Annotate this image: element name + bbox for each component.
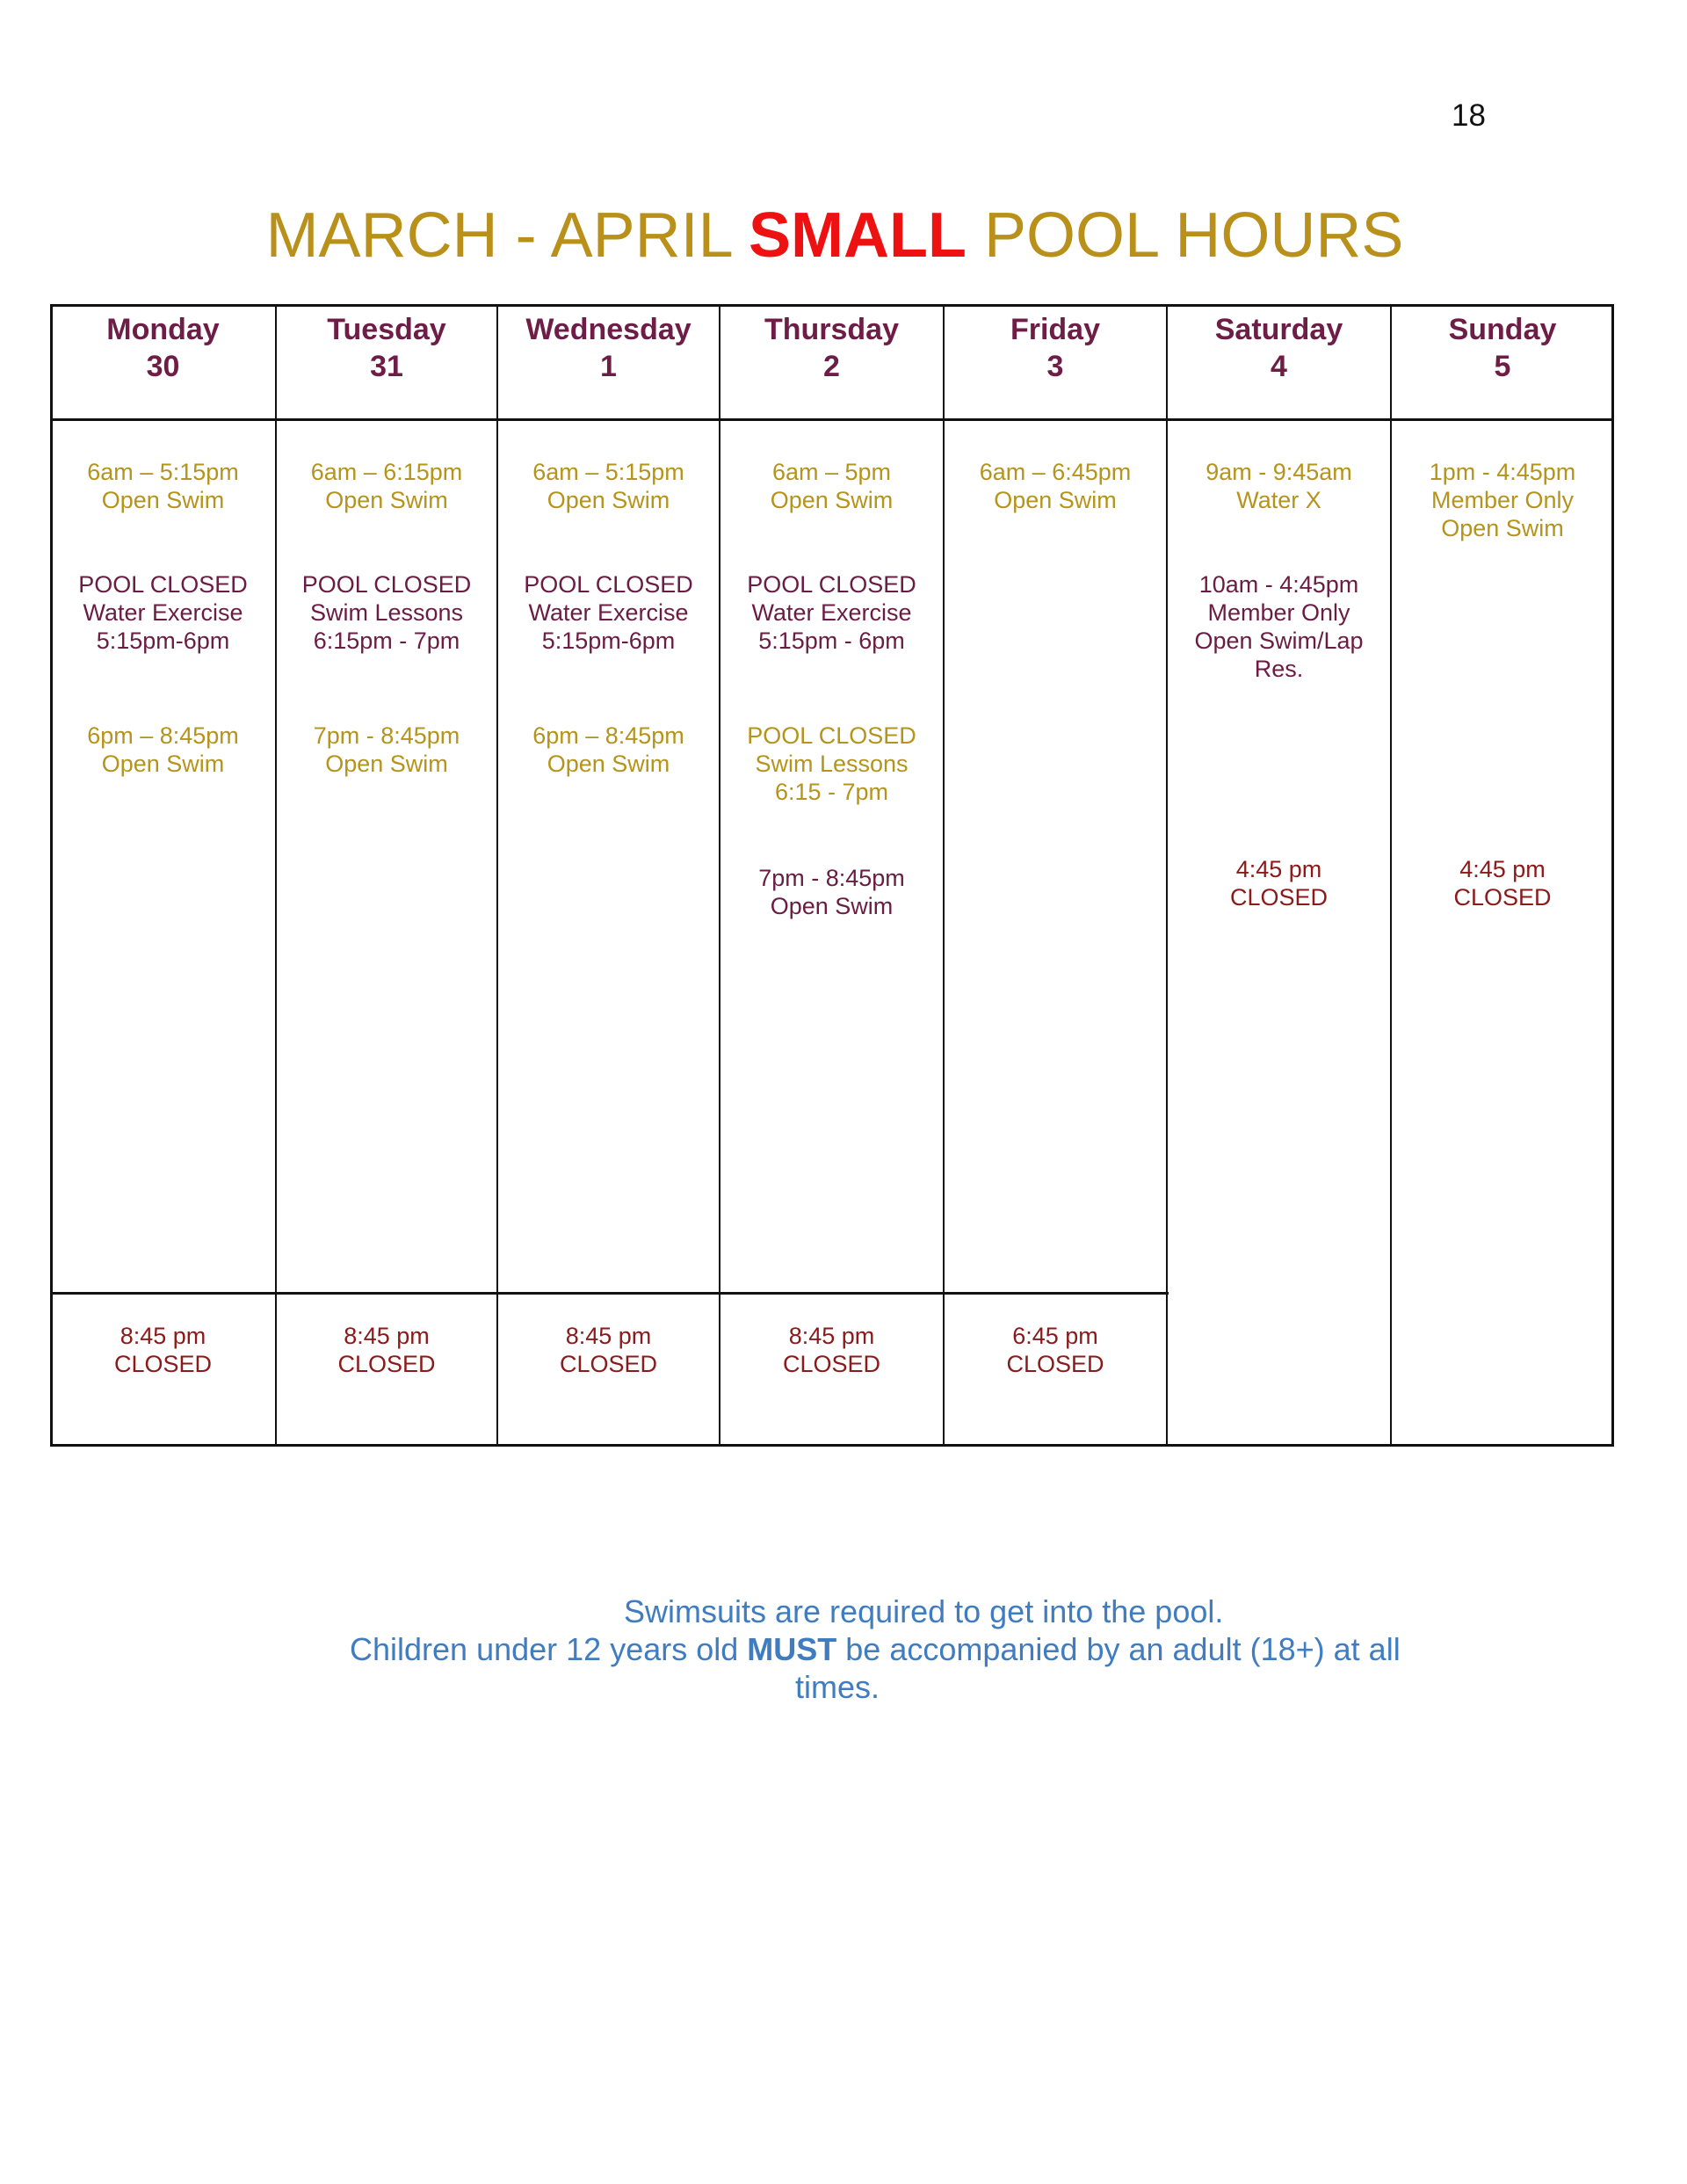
block-line: Water Exercise [528, 599, 689, 626]
schedule-block [50, 570, 276, 655]
title-part-1: MARCH - APRIL [265, 200, 749, 271]
schedule-block [1167, 458, 1391, 514]
block-line: Open Swim [547, 487, 670, 513]
schedule-block [720, 570, 944, 655]
closing-friday [944, 1322, 1167, 1378]
block-line: 5:15pm-6pm [96, 628, 230, 654]
title-accent: SMALL [749, 200, 967, 271]
block-line: Member Only [1430, 487, 1575, 513]
day-name: Saturday [1214, 313, 1343, 346]
day-name: Wednesday [525, 313, 691, 346]
closing-thursday [720, 1322, 944, 1378]
header-sunday [1391, 304, 1614, 420]
block-line: Open Swim [1441, 515, 1564, 541]
block-line: CLOSED [1229, 884, 1329, 911]
block-line: POOL CLOSED [78, 571, 248, 598]
day-name: Tuesday [327, 313, 446, 346]
schedule-block [944, 458, 1167, 514]
closing-time [1167, 855, 1391, 911]
block-line: 7pm - 8:45pm [758, 865, 905, 891]
block-line: 6pm – 8:45pm [532, 722, 684, 749]
block-line: Member Only [1207, 599, 1350, 626]
cell-friday [944, 421, 1167, 1291]
block-line: Open Swim [101, 487, 225, 513]
block-line: Water Exercise [751, 599, 912, 626]
schedule-block [497, 458, 720, 514]
block-line: Swim Lessons [309, 599, 464, 626]
schedule-block [720, 458, 944, 514]
day-date: 1 [600, 350, 617, 383]
cell-monday [50, 421, 276, 1291]
schedule-block [1391, 458, 1614, 542]
header-thursday [720, 304, 944, 420]
block-line: 6am – 5:15pm [532, 459, 684, 485]
note-children-continued: times. [795, 1669, 880, 1705]
block-line: 6am – 6:15pm [310, 459, 463, 485]
table-border-bottom [50, 1444, 1614, 1447]
title-part-2: POOL HOURS [966, 200, 1404, 271]
closing-time: 8:45 pm [119, 1323, 206, 1349]
schedule-block [276, 570, 497, 655]
day-date: 31 [370, 350, 403, 383]
closing-time: 8:45 pm [344, 1323, 430, 1349]
block-line: 6am – 6:45pm [979, 459, 1132, 485]
block-line: Water Exercise [83, 599, 243, 626]
day-date: 4 [1271, 350, 1287, 383]
block-line: Open Swim [770, 487, 894, 513]
cell-tuesday [276, 421, 497, 1291]
block-line: 6am – 5:15pm [87, 459, 239, 485]
closing-monday [50, 1322, 276, 1378]
closing-label: CLOSED [782, 1351, 881, 1377]
schedule-block [497, 570, 720, 655]
block-line: 6:15pm - 7pm [313, 628, 460, 654]
block-line: 5:15pm-6pm [541, 628, 676, 654]
block-line: 4:45 pm [1459, 856, 1546, 882]
day-name: Sunday [1448, 313, 1557, 346]
day-name: Friday [1010, 313, 1101, 346]
closing-time: 6:45 pm [1012, 1323, 1098, 1349]
closing-time: 8:45 pm [788, 1323, 875, 1349]
block-line: Swim Lessons [755, 751, 909, 777]
cell-sunday [1391, 421, 1614, 1444]
schedule-block [50, 458, 276, 514]
day-date: 5 [1494, 350, 1511, 383]
closing-tuesday [276, 1322, 497, 1378]
block-line: POOL CLOSED [301, 571, 472, 598]
page-title [0, 199, 1669, 272]
closing-label: CLOSED [559, 1351, 658, 1377]
pool-rules-notes [334, 1593, 1459, 1706]
block-line: 6am – 5pm [771, 459, 892, 485]
note-swimsuits: Swimsuits are required to get into the pool. [624, 1593, 1224, 1629]
schedule-block [276, 458, 497, 514]
block-line: 9am - 9:45am [1206, 459, 1352, 485]
block-line: 6:15 - 7pm [774, 779, 889, 805]
cell-thursday [720, 421, 944, 1291]
day-date: 2 [823, 350, 840, 383]
note-text: be accompanied by an adult (18+) at all [836, 1631, 1401, 1667]
block-line: 5:15pm - 6pm [758, 628, 905, 654]
cell-wednesday [497, 421, 720, 1291]
block-line: 1pm - 4:45pm [1429, 459, 1576, 485]
closing-row-divider [50, 1292, 1169, 1295]
schedule-block [720, 722, 944, 806]
header-monday [50, 304, 276, 420]
header-wednesday [497, 304, 720, 420]
block-line: CLOSED [1453, 884, 1552, 911]
block-line: Water X [1236, 487, 1321, 513]
schedule-block [720, 864, 944, 920]
header-saturday [1167, 304, 1391, 420]
closing-label: CLOSED [337, 1351, 436, 1377]
block-line: POOL CLOSED [747, 571, 916, 598]
schedule-block [497, 722, 720, 778]
day-name: Thursday [764, 313, 900, 346]
day-name: Monday [106, 313, 220, 346]
block-line: 6pm – 8:45pm [87, 722, 239, 749]
note-emphasis: MUST [747, 1631, 837, 1667]
header-tuesday [276, 304, 497, 420]
block-line: Open Swim [994, 487, 1117, 513]
note-children [334, 1630, 1459, 1668]
closing-time: 8:45 pm [565, 1323, 652, 1349]
page-number: 18 [1452, 98, 1486, 133]
schedule-block [50, 722, 276, 778]
note-text: Children under 12 years old [350, 1631, 748, 1667]
closing-time [1391, 855, 1614, 911]
schedule-block [276, 722, 497, 778]
block-line: Open Swim [770, 893, 894, 919]
block-line: Res. [1254, 656, 1304, 682]
block-line: Open Swim [101, 751, 225, 777]
block-line: 7pm - 8:45pm [313, 722, 460, 749]
day-date: 30 [146, 350, 180, 383]
block-line: 4:45 pm [1235, 856, 1322, 882]
block-line: Open Swim [325, 487, 448, 513]
header-friday [944, 304, 1167, 420]
day-date: 3 [1046, 350, 1064, 383]
closing-label: CLOSED [1006, 1351, 1104, 1377]
schedule-table [50, 304, 1614, 1447]
schedule-block [1167, 570, 1391, 683]
block-line: POOL CLOSED [524, 571, 693, 598]
block-line: POOL CLOSED [747, 722, 916, 749]
closing-label: CLOSED [113, 1351, 213, 1377]
block-line: Open Swim [547, 751, 670, 777]
block-line: Open Swim/Lap [1194, 628, 1364, 654]
block-line: 10am - 4:45pm [1198, 571, 1359, 598]
closing-wednesday [497, 1322, 720, 1378]
block-line: Open Swim [325, 751, 448, 777]
cell-saturday [1167, 421, 1391, 1444]
